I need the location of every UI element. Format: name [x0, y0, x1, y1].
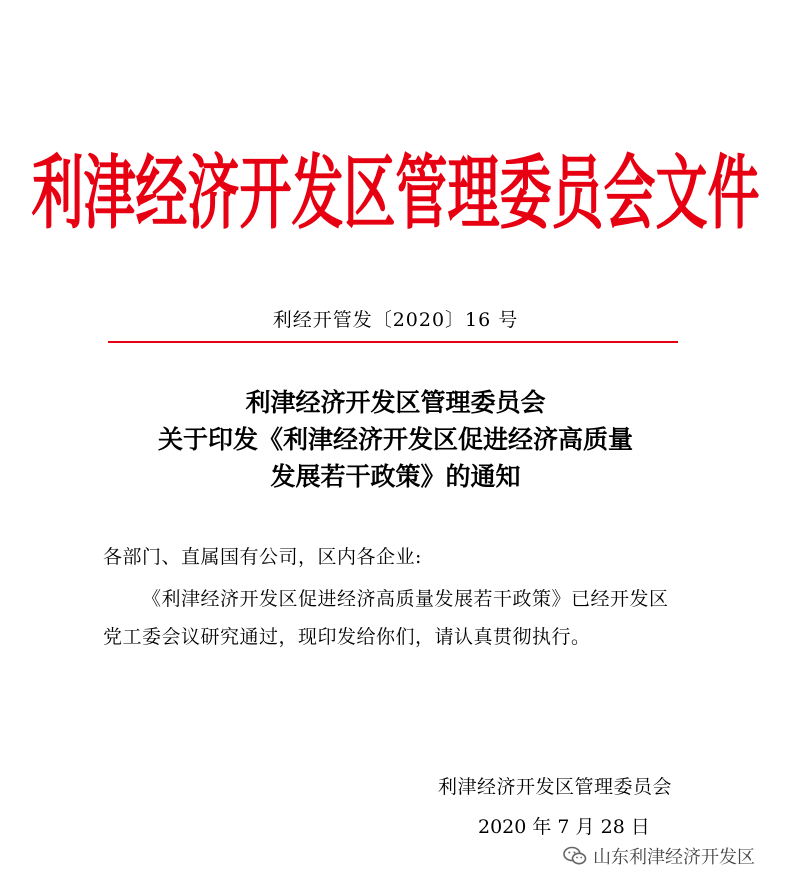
salutation: 各部门、直属国有公司，区内各企业:: [103, 546, 422, 568]
notice-title: [0, 384, 791, 495]
body-paragraph-line: 《利津经济开发区促进经济高质量发展若干政策》已经开发区: [142, 588, 669, 610]
notice-title-line: 关于印发《利津经济开发区促进经济高质量: [157, 425, 633, 454]
notice-title-line: 利津经济开发区管理委员会: [245, 388, 546, 417]
notice-title-line: 发展若干政策》的通知: [270, 462, 521, 491]
watermark: [563, 843, 755, 869]
watermark-text: 山东利津经济开发区: [593, 847, 755, 868]
body-paragraph-line: 党工委会议研究通过，现印发给你们，请认真贯彻执行。: [103, 626, 591, 648]
issue-date: 2020 年 7 月 28 日: [478, 816, 650, 838]
header-divider: [108, 341, 678, 343]
document-number: 利经开管发〔2020〕16 号: [272, 309, 519, 331]
issuer-signature: 利津经济开发区管理委员会: [438, 776, 673, 798]
wechat-icon: [563, 846, 587, 866]
document-header-title: 利津经济开发区管理委员会文件: [31, 146, 760, 242]
